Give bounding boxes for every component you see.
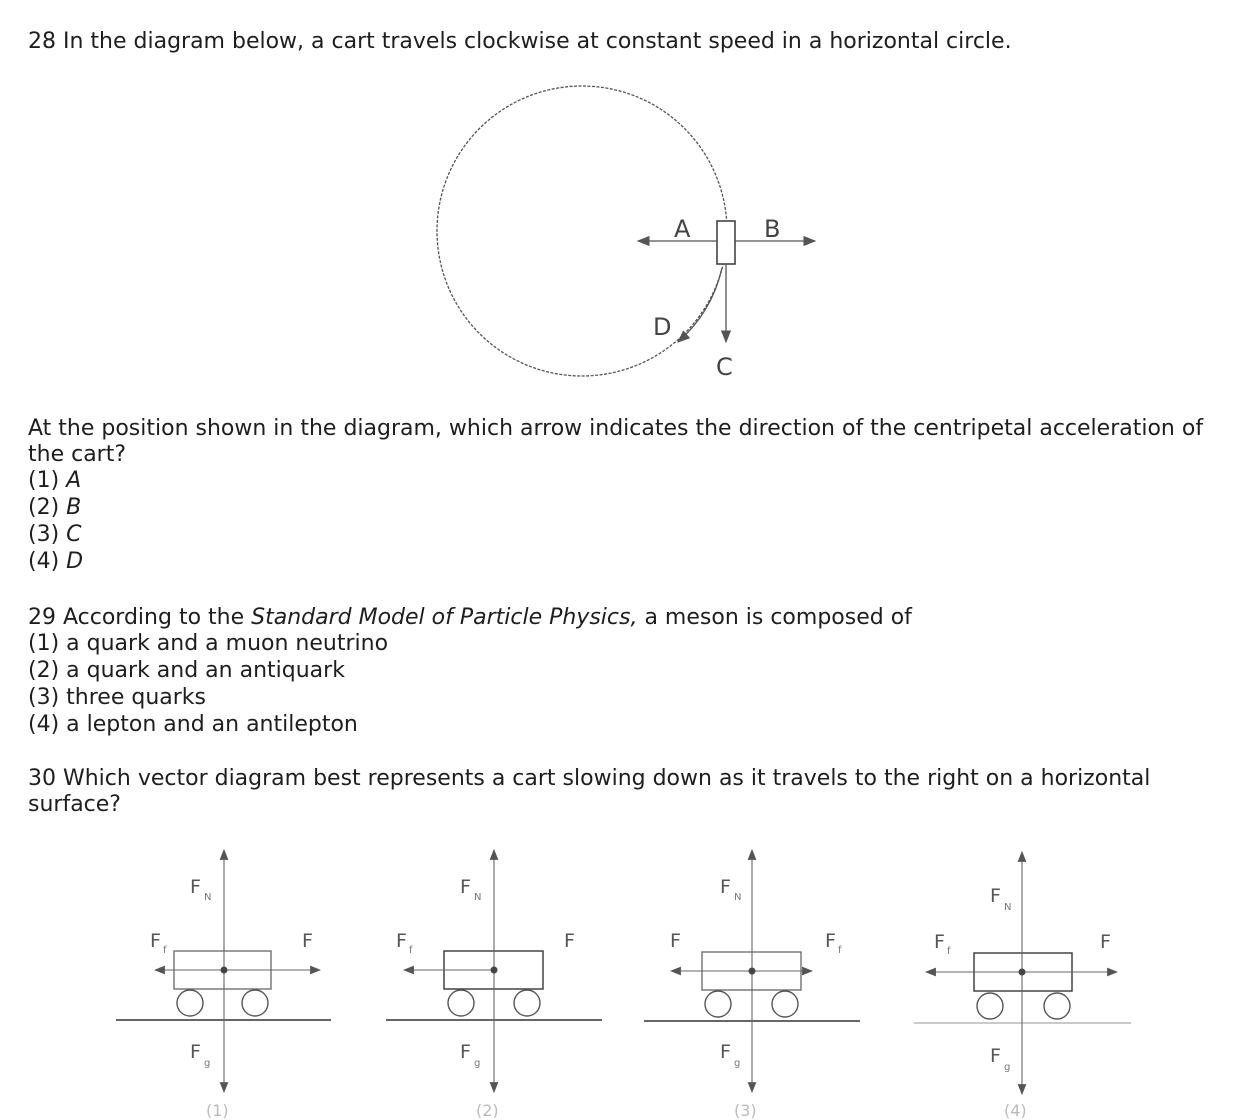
cart-wheel bbox=[448, 990, 474, 1016]
q29-option-1[interactable]: (1) a quark and a muon neutrino bbox=[28, 631, 389, 656]
caption-1: (1) bbox=[206, 1101, 229, 1120]
q28-stem: 28 In the diagram below, a cart travels clockwise at constant speed in a horizontal circle. bbox=[28, 29, 1012, 54]
fg-label: F bbox=[990, 1045, 1001, 1067]
q28-circle-diagram bbox=[437, 86, 815, 381]
option-number: (4) bbox=[28, 549, 60, 574]
option-number: (2) bbox=[28, 495, 60, 520]
f-label: F bbox=[302, 930, 313, 952]
label-a: A bbox=[674, 215, 691, 243]
caption-4: (4) bbox=[1004, 1101, 1027, 1120]
fg-sub: g bbox=[474, 1058, 481, 1069]
cart-wheel bbox=[1044, 993, 1070, 1019]
ff-label: F bbox=[934, 931, 945, 953]
arrow-d bbox=[678, 268, 722, 342]
q30-diagram-4 bbox=[914, 852, 1131, 1120]
q29-option-3[interactable]: (3) three quarks bbox=[28, 685, 206, 710]
cart-wheel bbox=[177, 990, 203, 1016]
fn-label: F bbox=[990, 885, 1001, 907]
fn-sub: N bbox=[734, 892, 742, 903]
f-label: F bbox=[670, 930, 681, 952]
cart-wheel bbox=[705, 991, 731, 1017]
q29-stem bbox=[28, 604, 912, 631]
ff-sub: f bbox=[838, 945, 842, 956]
option-number: (1) bbox=[28, 468, 60, 493]
fg-label: F bbox=[460, 1041, 471, 1063]
fn-sub: N bbox=[1004, 902, 1012, 913]
q29-stem-suffix: a meson is composed of bbox=[637, 605, 912, 630]
option-number: (3) bbox=[28, 522, 60, 547]
option-value: C bbox=[66, 522, 82, 547]
cart-wheel bbox=[772, 991, 798, 1017]
cart-wheel bbox=[242, 990, 268, 1016]
fg-sub: g bbox=[1004, 1062, 1011, 1073]
option-value: D bbox=[66, 549, 84, 574]
label-d: D bbox=[653, 313, 672, 341]
q30-stem-line2: surface? bbox=[28, 792, 121, 817]
fn-sub: N bbox=[474, 892, 482, 903]
q29-stem-prefix: 29 According to the bbox=[28, 605, 252, 630]
fg-sub: g bbox=[734, 1058, 741, 1069]
fg-label: F bbox=[720, 1041, 731, 1063]
q30-diagram-3 bbox=[644, 850, 860, 1120]
q29-stem-italic: Standard Model of Particle Physics, bbox=[251, 605, 638, 630]
f-label: F bbox=[1100, 931, 1111, 953]
ff-label: F bbox=[825, 930, 836, 952]
label-b: B bbox=[764, 215, 781, 243]
q28-question-line1: At the position shown in the diagram, which arrow indicates the direction of the centripetal acceleration of bbox=[28, 416, 1204, 441]
q30-stem-line1: 30 Which vector diagram best represents a cart slowing down as it travels to the right on a horizontal bbox=[28, 766, 1151, 791]
q30-diagram-2 bbox=[386, 850, 602, 1120]
ff-sub: f bbox=[409, 945, 413, 956]
q29-option-4[interactable]: (4) a lepton and an antilepton bbox=[28, 712, 358, 737]
q28-option-1[interactable] bbox=[28, 467, 81, 494]
ff-label: F bbox=[150, 930, 161, 952]
center-dot bbox=[1019, 969, 1026, 976]
caption-2: (2) bbox=[476, 1101, 499, 1120]
q28-question-line2: the cart? bbox=[28, 442, 127, 467]
option-value: B bbox=[66, 495, 82, 520]
q29-option-2[interactable]: (2) a quark and an antiquark bbox=[28, 658, 345, 683]
center-dot bbox=[749, 968, 756, 975]
fn-label: F bbox=[190, 876, 201, 898]
ff-label: F bbox=[396, 930, 407, 952]
f-label: F bbox=[564, 930, 575, 952]
cart-wheel bbox=[514, 990, 540, 1016]
center-dot bbox=[221, 967, 228, 974]
ff-sub: f bbox=[163, 945, 167, 956]
fg-label: F bbox=[190, 1041, 201, 1063]
label-c: C bbox=[716, 353, 733, 381]
q28-option-4[interactable] bbox=[28, 548, 83, 575]
cart-box bbox=[717, 221, 735, 264]
fn-label: F bbox=[720, 876, 731, 898]
center-dot bbox=[491, 967, 498, 974]
q28-option-2[interactable] bbox=[28, 494, 81, 521]
option-value: A bbox=[66, 468, 82, 493]
fg-sub: g bbox=[204, 1058, 211, 1069]
fn-sub: N bbox=[204, 892, 212, 903]
q30-diagram-1 bbox=[116, 850, 331, 1120]
caption-3: (3) bbox=[734, 1101, 757, 1120]
cart-wheel bbox=[977, 993, 1003, 1019]
q28-option-3[interactable] bbox=[28, 521, 82, 548]
fn-label: F bbox=[460, 876, 471, 898]
ff-sub: f bbox=[947, 946, 951, 957]
